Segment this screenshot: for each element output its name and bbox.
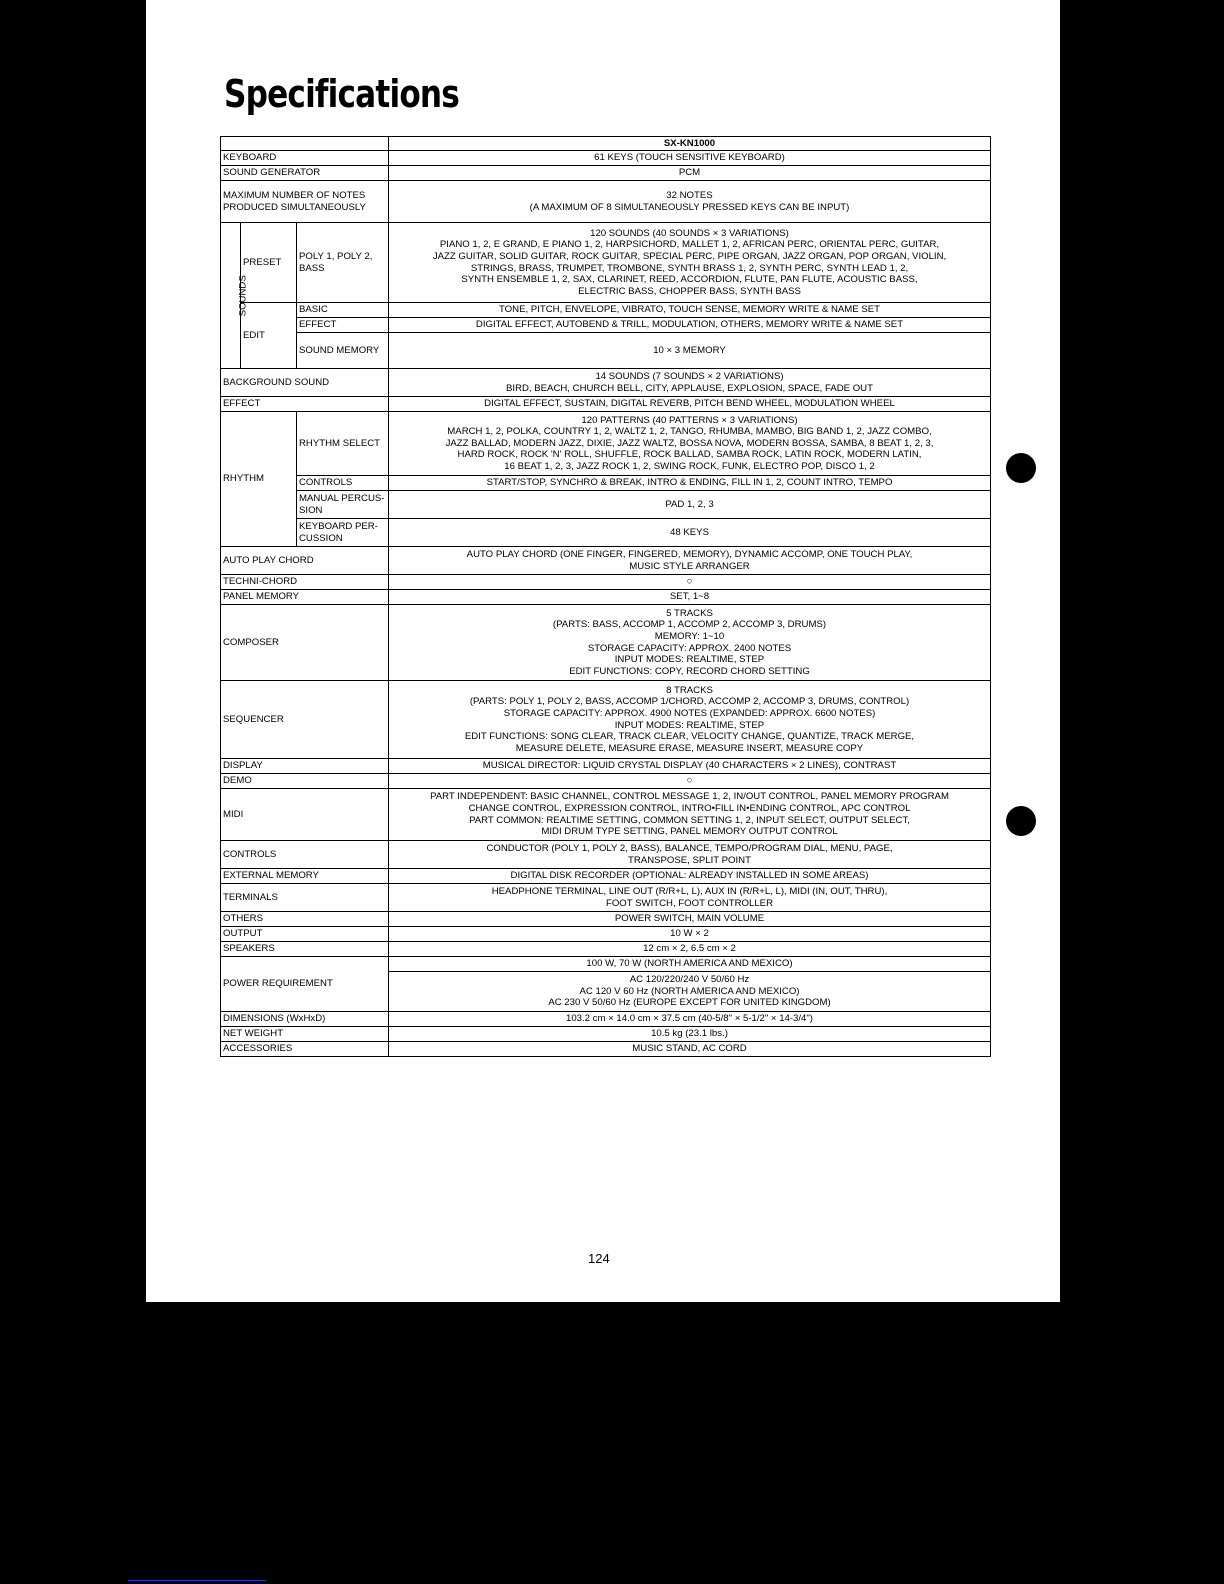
row-label: OTHERS [221,912,389,927]
row-label: EFFECT [221,397,389,412]
row-label: MANUAL PERCUS-SION [297,491,389,519]
edit-label: EDIT [241,303,297,369]
table-row [221,412,991,476]
row-value: MUSIC STAND, AC CORD [389,1042,991,1057]
table-row [221,759,991,774]
page-number: 124 [588,1251,610,1266]
row-label: BACKGROUND SOUND [221,369,389,397]
row-label: DISPLAY [221,759,389,774]
table-row [221,590,991,605]
table-row [221,519,991,547]
row-value: MUSICAL DIRECTOR: LIQUID CRYSTAL DISPLAY (40 CHARACTERS × 2 LINES), CONTRAST [389,759,991,774]
row-value: ○ [389,774,991,789]
row-value: 10.5 kg (23.1 lbs.) [389,1027,991,1042]
table-row [221,1042,991,1057]
table-row [221,369,991,397]
table-row [221,181,991,223]
row-value: START/STOP, SYNCHRO & BREAK, INTRO & ENDING, FILL IN 1, 2, COUNT INTRO, TEMPO [389,476,991,491]
row-value: 61 KEYS (TOUCH SENSITIVE KEYBOARD) [389,151,991,166]
scan-edge-line [128,1580,266,1581]
table-row [221,397,991,412]
row-label: SOUND GENERATOR [221,166,389,181]
table-row [221,1012,991,1027]
row-value: AC 120/220/240 V 50/60 Hz AC 120 V 60 Hz (NORTH AMERICA AND MEXICO) AC 230 V 50/60 Hz (EUROPE EXCEPT FOR UNITED KINGDOM) [389,972,991,1012]
row-value: DIGITAL EFFECT, SUSTAIN, DIGITAL REVERB, PITCH BEND WHEEL, MODULATION WHEEL [389,397,991,412]
row-label: MAXIMUM NUMBER OF NOTES PRODUCED SIMULTANEOUSLY [221,181,389,223]
table-row [221,884,991,912]
table-row [221,333,991,369]
row-label: SEQUENCER [221,681,389,759]
row-label: OUTPUT [221,927,389,942]
row-value: PCM [389,166,991,181]
row-label: PANEL MEMORY [221,590,389,605]
table-row [221,575,991,590]
row-value: ○ [389,575,991,590]
row-label: DEMO [221,774,389,789]
table-row [221,1027,991,1042]
row-value: 10 W × 2 [389,927,991,942]
table-row [221,476,991,491]
row-value: 32 NOTES (A MAXIMUM OF 8 SIMULTANEOUSLY PRESSED KEYS CAN BE INPUT) [389,181,991,223]
row-label: POLY 1, POLY 2, BASS [297,223,389,303]
row-value: 103.2 cm × 14.0 cm × 37.5 cm (40-5/8" × 5-1/2" × 14-3/4") [389,1012,991,1027]
row-label: COMPOSER [221,605,389,681]
row-label: MIDI [221,789,389,841]
binder-hole-icon [1006,806,1036,836]
rhythm-group-label: RHYTHM [221,412,297,547]
table-header-row [221,137,991,151]
row-label: AUTO PLAY CHORD [221,547,389,575]
table-row [221,869,991,884]
row-value: SET, 1~8 [389,590,991,605]
model-header: SX-KN1000 [389,137,991,151]
row-value: DIGITAL EFFECT, AUTOBEND & TRILL, MODULATION, OTHERS, MEMORY WRITE & NAME SET [389,318,991,333]
table-row [221,318,991,333]
row-label: ACCESSORIES [221,1042,389,1057]
row-label: TECHNI-CHORD [221,575,389,590]
row-label: NET WEIGHT [221,1027,389,1042]
binder-hole-icon [1006,453,1036,483]
row-value: HEADPHONE TERMINAL, LINE OUT (R/R+L, L), AUX IN (R/R+L, L), MIDI (IN, OUT, THRU), FOOT SWITCH, FOOT CONTROLLER [389,884,991,912]
row-label: SPEAKERS [221,942,389,957]
row-label: DIMENSIONS (WxHxD) [221,1012,389,1027]
row-label: POWER REQUIREMENT [221,957,389,1012]
row-value: 14 SOUNDS (7 SOUNDS × 2 VARIATIONS) BIRD, BEACH, CHURCH BELL, CITY, APPLAUSE, EXPLOSION, SPACE, FADE OUT [389,369,991,397]
row-value: DIGITAL DISK RECORDER (OPTIONAL: ALREADY INSTALLED IN SOME AREAS) [389,869,991,884]
table-row [221,151,991,166]
row-value: 100 W, 70 W (NORTH AMERICA AND MEXICO) [389,957,991,972]
table-row [221,957,991,972]
page-title: Specifications [224,72,460,116]
table-row [221,547,991,575]
row-value: CONDUCTOR (POLY 1, POLY 2, BASS), BALANCE, TEMPO/PROGRAM DIAL, MENU, PAGE, TRANSPOSE, SPLIT POINT [389,841,991,869]
row-value: PART INDEPENDENT: BASIC CHANNEL, CONTROL MESSAGE 1, 2, IN/OUT CONTROL, PANEL MEMORY PROGRAM CHANGE CONTROL, EXPRESSION CONTROL, INTRO•FILL IN•ENDING CONTROL, APC CONTROL PART COMMON: REALTIME SETTING, COMMON SETTING 1, 2, INPUT SELECT, OUTPUT SELECT, MIDI DRUM TYPE SETTING, PANEL MEMORY OUTPUT CONTROL [389,789,991,841]
table-row [221,605,991,681]
header-blank-cell [221,137,389,151]
table-row [221,927,991,942]
preset-label: PRESET [241,223,297,303]
row-value: 120 PATTERNS (40 PATTERNS × 3 VARIATIONS) MARCH 1, 2, POLKA, COUNTRY 1, 2, WALTZ 1, 2, TANGO, RHUMBA, MAMBO, BIG BAND 1, 2, JAZZ COMBO, JAZZ BALLAD, MODERN JAZZ, DIXIE, JAZZ WALTZ, BOSSA NOVA, MODERN BOSSA, SAMBA, 8 BEAT 1, 2, 3, HARD ROCK, ROCK 'N' ROLL, SHUFFLE, ROCK BALLAD, SAMBA ROCK, LATIN ROCK, MODERN LATIN, 16 BEAT 1, 2, 3, JAZZ ROCK 1, 2, SWING ROCK, FUNK, ELECTRO POP, DISCO 1, 2 [389,412,991,476]
row-label: SOUND MEMORY [297,333,389,369]
row-value: 5 TRACKS (PARTS: BASS, ACCOMP 1, ACCOMP 2, ACCOMP 3, DRUMS) MEMORY: 1~10 STORAGE CAPACITY: APPROX. 2400 NOTES INPUT MODES: REALTIME, STEP EDIT FUNCTIONS: COPY, RECORD CHORD SETTING [389,605,991,681]
table-row [221,942,991,957]
row-value: TONE, PITCH, ENVELOPE, VIBRATO, TOUCH SENSE, MEMORY WRITE & NAME SET [389,303,991,318]
row-label: TERMINALS [221,884,389,912]
row-label: CONTROLS [221,841,389,869]
row-value: 10 × 3 MEMORY [389,333,991,369]
table-row [221,681,991,759]
table-row [221,166,991,181]
row-value: 8 TRACKS (PARTS: POLY 1, POLY 2, BASS, ACCOMP 1/CHORD, ACCOMP 2, ACCOMP 3, DRUMS, CONTROL) STORAGE CAPACITY: APPROX. 4900 NOTES (EXPANDED: APPROX. 6600 NOTES) INPUT MODES: REALTIME, STEP EDIT FUNCTIONS: SONG CLEAR, TRACK CLEAR, VELOCITY CHANGE, QUANTIZE, TRACK MERGE, MEASURE DELETE, MEASURE ERASE, MEASURE INSERT, MEASURE COPY [389,681,991,759]
row-label: RHYTHM SELECT [297,412,389,476]
table-row [221,303,991,318]
row-value: 12 cm × 2, 6.5 cm × 2 [389,942,991,957]
table-row [221,841,991,869]
table-row [221,912,991,927]
manual-page [146,0,1060,1302]
row-label: CONTROLS [297,476,389,491]
table-row [221,774,991,789]
row-label: BASIC [297,303,389,318]
sounds-group-label: SOUNDS [221,223,241,369]
row-label: KEYBOARD [221,151,389,166]
table-row [221,491,991,519]
table-row [221,789,991,841]
row-value: POWER SWITCH, MAIN VOLUME [389,912,991,927]
specifications-table [220,136,991,1057]
table-row [221,223,991,303]
row-value: 120 SOUNDS (40 SOUNDS × 3 VARIATIONS) PIANO 1, 2, E GRAND, E PIANO 1, 2, HARPSICHORD, MALLET 1, 2, AFRICAN PERC, ORIENTAL PERC, GUITAR, JAZZ GUITAR, SOLID GUITAR, ROCK GUITAR, SPECIAL PERC, PIPE ORGAN, JAZZ ORGAN, POP ORGAN, VIOLIN, STRINGS, BRASS, TRUMPET, TROMBONE, SYNTH BRASS 1, 2, SYNTH PERC, SYNTH LEAD 1, 2, SYNTH ENSEMBLE 1, 2, SAX, CLARINET, REED, ACCORDION, FLUTE, PAN FLUTE, ACOUSTIC BASS, ELECTRIC BASS, CHOPPER BASS, SYNTH BASS [389,223,991,303]
row-value: PAD 1, 2, 3 [389,491,991,519]
row-value: 48 KEYS [389,519,991,547]
row-label: KEYBOARD PER-CUSSION [297,519,389,547]
row-value: AUTO PLAY CHORD (ONE FINGER, FINGERED, MEMORY), DYNAMIC ACCOMP, ONE TOUCH PLAY, MUSIC STYLE ARRANGER [389,547,991,575]
row-label: EFFECT [297,318,389,333]
row-label: EXTERNAL MEMORY [221,869,389,884]
